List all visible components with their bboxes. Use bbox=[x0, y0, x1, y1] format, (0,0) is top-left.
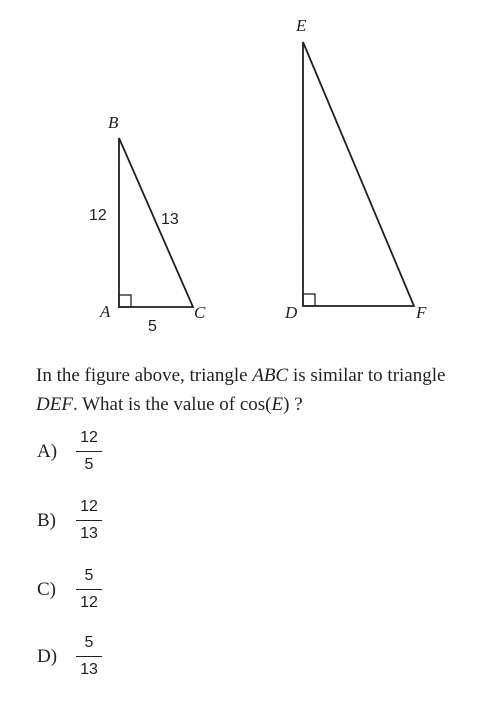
choice-letter: D) bbox=[37, 646, 58, 667]
choice-letter: C) bbox=[37, 579, 56, 600]
question-part3: . What is the value of cos( bbox=[72, 394, 272, 415]
right-angle-marker-d bbox=[303, 294, 315, 306]
vertex-label-c: C bbox=[194, 303, 206, 322]
vertex-label-b: B bbox=[108, 113, 119, 132]
vertex-label-a: A bbox=[100, 302, 111, 321]
choice-fraction bbox=[73, 428, 105, 475]
triangle-def bbox=[303, 42, 414, 306]
choice-letter: B) bbox=[37, 510, 56, 531]
fraction-denominator: 5 bbox=[84, 456, 94, 473]
question-text bbox=[36, 361, 466, 419]
question-part4: ) ? bbox=[283, 394, 303, 415]
question-triangle-def: DEF bbox=[36, 394, 73, 415]
fraction-bar bbox=[76, 451, 102, 452]
choice-fraction bbox=[73, 633, 105, 680]
vertex-label-f: F bbox=[416, 303, 427, 322]
vertex-label-d: D bbox=[285, 303, 298, 322]
fraction-bar bbox=[76, 589, 102, 590]
choice-letter: A) bbox=[37, 441, 58, 462]
question-part1: In the figure above, triangle bbox=[36, 365, 253, 386]
fraction-denominator: 13 bbox=[80, 661, 98, 678]
choice-fraction bbox=[73, 497, 105, 544]
choice-fraction bbox=[73, 566, 105, 613]
fraction-denominator: 13 bbox=[80, 525, 98, 542]
fraction-numerator: 12 bbox=[80, 498, 98, 515]
right-angle-marker-a bbox=[119, 295, 131, 307]
fraction-bar bbox=[76, 520, 102, 521]
triangles-figure bbox=[0, 0, 485, 345]
question-part2: is similar to triangle bbox=[288, 365, 446, 386]
fraction-denominator: 12 bbox=[80, 594, 98, 611]
side-label-bc: 13 bbox=[161, 211, 179, 228]
side-label-ab: 12 bbox=[89, 207, 107, 224]
fraction-numerator: 5 bbox=[84, 634, 94, 651]
vertex-label-e: E bbox=[296, 16, 307, 35]
fraction-bar bbox=[76, 656, 102, 657]
fraction-numerator: 12 bbox=[80, 429, 98, 446]
question-angle-e: E bbox=[271, 394, 284, 415]
fraction-numerator: 5 bbox=[84, 567, 94, 584]
side-label-ac: 5 bbox=[148, 318, 157, 335]
triangle-abc bbox=[119, 138, 193, 307]
question-triangle-abc: ABC bbox=[252, 365, 289, 386]
